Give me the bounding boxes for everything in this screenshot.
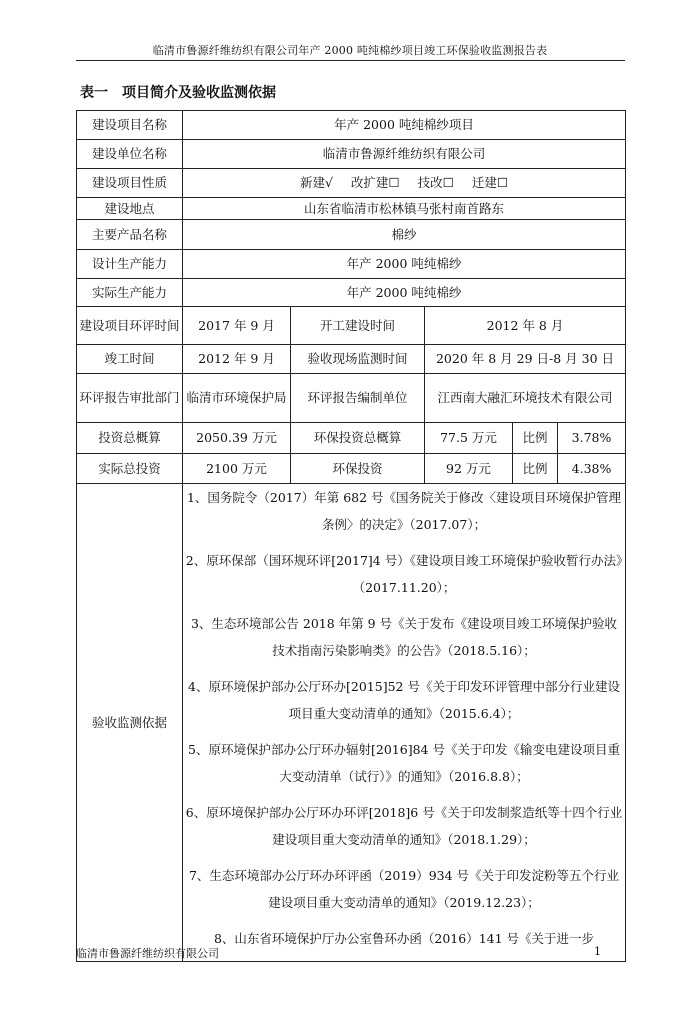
cell-value: 山东省临清市松林镇马张村南首路东 [183,198,626,220]
basis-item: 6、原环境保护部办公厅环办环评[2018]6 号《关于印发制浆造纸等十四个行业建设项目重大变动清单的通知》（2018.1.29）； [185,805,623,847]
footer-company: 临清市鲁源纤维纺织有限公司 [76,947,219,960]
cell-value: 2012 年 8 月 [425,307,626,345]
cell-value: 2020 年 8 月 29 日-8 月 30 日 [425,345,626,374]
table-row [77,423,626,454]
table-row [77,169,626,198]
page-number: 1 [594,945,601,958]
table-row [77,250,626,279]
header-rule [76,60,625,61]
basis-item: 8、山东省环境保护厅办公室鲁环办函（2016）141 号《关于进一步 [213,931,595,946]
section-title: 表一 项目简介及验收监测依据 [80,85,276,101]
cell-label: 环保投资总概算 [291,423,425,454]
cell-label: 建设地点 [77,198,183,220]
table-row [77,307,626,345]
cell-value: 江西南大融汇环境技术有限公司 [425,374,626,423]
cell-value: 2050.39 万元 [183,423,291,454]
table-row [77,140,626,169]
project-info-table [76,110,626,962]
table-row [77,279,626,307]
cell-value: 临清市环境保护局 [183,374,291,423]
table-row [77,345,626,374]
cell-label: 实际总投资 [77,454,183,484]
cell-label: 实际生产能力 [77,279,183,307]
cell-value: 2100 万元 [183,454,291,484]
cell-label: 比例 [513,423,558,454]
cell-label: 建设项目环评时间 [77,307,183,345]
cell-label: 投资总概算 [77,423,183,454]
cell-label: 竣工时间 [77,345,183,374]
cell-label: 验收现场监测时间 [291,345,425,374]
basis-item: 3、生态环境部公告 2018 年第 9 号《关于发布《建设项目竣工环境保护验收技术指南污染影响类》的公告》（2018.5.16）； [190,616,618,658]
cell-label: 建设项目性质 [77,169,183,198]
nature-option: 改扩建☐ [350,175,400,190]
cell-value: 2017 年 9 月 [183,307,291,345]
table-row [77,454,626,484]
table-row [77,484,626,962]
cell-label: 设计生产能力 [77,250,183,279]
cell-value: 4.38% [558,454,626,484]
cell-value: 年产 2000 吨纯棉纱 [183,250,626,279]
table-row [77,374,626,423]
basis-item: 1、国务院令（2017）年第 682 号《国务院关于修改〈建设项目环境保护管理条例〉的决定》（2017.07）； [186,490,622,532]
cell-value: 3.78% [558,423,626,454]
table-row [77,111,626,140]
basis-list [183,484,626,962]
table-row [77,220,626,250]
cell-label: 验收监测依据 [77,484,183,962]
nature-option: 新建√ [299,175,333,190]
basis-item: 2、原环保部（国环规环评[2017]4 号）《建设项目竣工环境保护验收暂行办法》（2017.11.20）； [185,553,623,595]
cell-value: 年产 2000 吨纯棉纱项目 [183,111,626,140]
table-row [77,198,626,220]
cell-value: 2012 年 9 月 [183,345,291,374]
nature-option: 迁建☐ [471,175,509,190]
cell-value: 77.5 万元 [425,423,513,454]
cell-label: 比例 [513,454,558,484]
cell-label: 主要产品名称 [77,220,183,250]
page-header: 临清市鲁源纤维纺织有限公司年产 2000 吨纯棉纱项目竣工环保验收监测报告表 [152,44,548,57]
basis-item: 7、生态环境部办公厅环办环评函（2019）934 号《关于印发淀粉等五个行业建设项目重大变动清单的通知》（2019.12.23）； [188,868,620,910]
cell-label: 开工建设时间 [291,307,425,345]
basis-item: 5、原环境保护部办公厅环办辐射[2016]84 号《关于印发《输变电建设项目重大变动清单（试行）》的通知》（2016.8.8）； [188,742,620,784]
cell-label: 建设单位名称 [77,140,183,169]
cell-label: 环评报告审批部门 [77,374,183,423]
cell-label: 环评报告编制单位 [291,374,425,423]
cell-value: 年产 2000 吨纯棉纱 [183,279,626,307]
basis-item: 4、原环境保护部办公厅环办[2015]52 号《关于印发环评管理中部分行业建设项目重大变动清单的通知》（2015.6.4）； [188,679,620,721]
cell-value: 92 万元 [425,454,513,484]
cell-value [183,169,626,198]
cell-value: 临清市鲁源纤维纺织有限公司 [183,140,626,169]
cell-value: 棉纱 [183,220,626,250]
cell-label: 环保投资 [291,454,425,484]
nature-option: 技改☐ [417,175,454,190]
cell-label: 建设项目名称 [77,111,183,140]
